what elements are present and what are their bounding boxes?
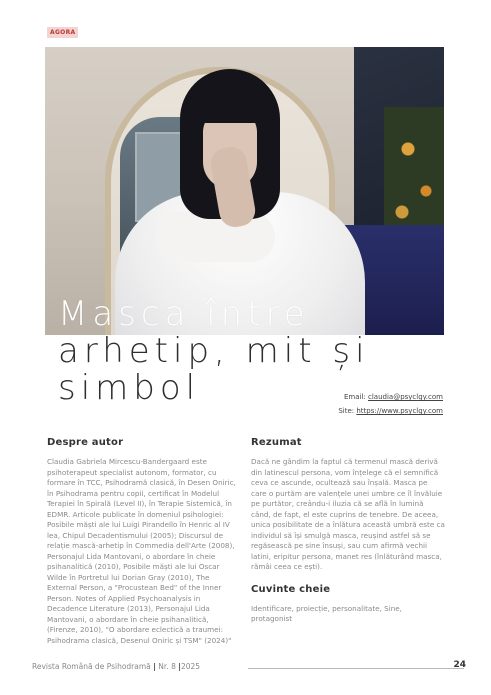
page-footer bbox=[32, 660, 466, 675]
cover-photo bbox=[45, 47, 444, 335]
keywords-text: Identificare, proiecție, personalitate, Sine, protagonist bbox=[251, 603, 402, 623]
author-contact bbox=[338, 390, 443, 418]
title-line-2: arhetip, mit și bbox=[58, 331, 370, 371]
section-tag: AGORA bbox=[47, 27, 78, 38]
footer-divider bbox=[248, 668, 464, 669]
abstract-heading: Rezumat bbox=[251, 437, 302, 448]
journal-info: Revista Română de Psihodramă | Nr. 8 |2025 bbox=[32, 662, 201, 671]
abstract-text: Dacă ne gândim la faptul că termenul mască derivă din latinescul persona, vom înțelege că el semnifică ceva ce ascunde, ocultează sau înșală. Masca pe care o purtăm are valențele unei umbre ce îl învăluie pe purtător, creându-i iluzia că se află în lumină când, de fapt, el este cuprins de tenebre. De aceea, unica posibilitate de a înlătura această umbră este ca individul să își smulgă masca, reușind astfel să se regăsească pe sine însuși, sau cum afirmă vechii latini, eripitur persona, manet res (înlăturând masca, rămâi ceea ce ești). bbox=[251, 457, 445, 571]
email-label: Email: bbox=[343, 393, 366, 401]
title-line-1: Masca între bbox=[58, 294, 310, 334]
keywords-heading: Cuvinte cheie bbox=[251, 583, 331, 595]
journal-name: Revista Română de Psihodramă bbox=[32, 662, 151, 671]
about-author-section bbox=[47, 437, 237, 646]
site-line bbox=[338, 404, 443, 418]
site-label: Site: bbox=[338, 407, 355, 415]
page-number: 24 bbox=[453, 660, 466, 670]
site-link[interactable]: https://www.psyclgy.com bbox=[356, 407, 443, 415]
journal-year: 2025 bbox=[180, 662, 201, 671]
email-link[interactable]: claudia@psyclgy.com bbox=[368, 393, 443, 401]
about-author-heading: Despre autor bbox=[47, 437, 124, 448]
email-line bbox=[338, 390, 443, 404]
journal-issue: Nr. 8 bbox=[158, 662, 176, 671]
abstract-section bbox=[251, 437, 445, 625]
about-author-text: Claudia Gabriela Mircescu-Bandergaard este psihoterapeut specialist autonom, formator, cu formare în TCC, Psihodramă clasică, în Desen Oniric, în Psihodrama pentru copii, certificat în Modelul Terapiei în Spirală (Level II), în Terapie Sistemică, în EDMR. Articole publicate în domeniul psihologiei: Posibile măști ale lui Luigi Pirandello în Henric al IV lea, Chipul Decadentismului (2005); Discursul de relație mască-arhetip în Commedia dell'Arte (2008), Personajul Lida Mantovani, o abordare în cheie psihanalitică (2010), Posibile măști ale lui Oscar Wilde în Portretul lui Dorian Gray (2010), The External Person, a "Procustean Bed" of the Inner Person. Notes of Applied Psychoanalysis in Decadence Literature (2013), Personajul Lida Mantovani, o abordare în cheie psihanalitică, (Firenze, 2010), "O abordare eclectică a traumei: Psihodrama clasică, Desenul Oniric și TSM" (2024)" bbox=[47, 457, 236, 645]
title-line-3: simbol bbox=[58, 368, 201, 408]
